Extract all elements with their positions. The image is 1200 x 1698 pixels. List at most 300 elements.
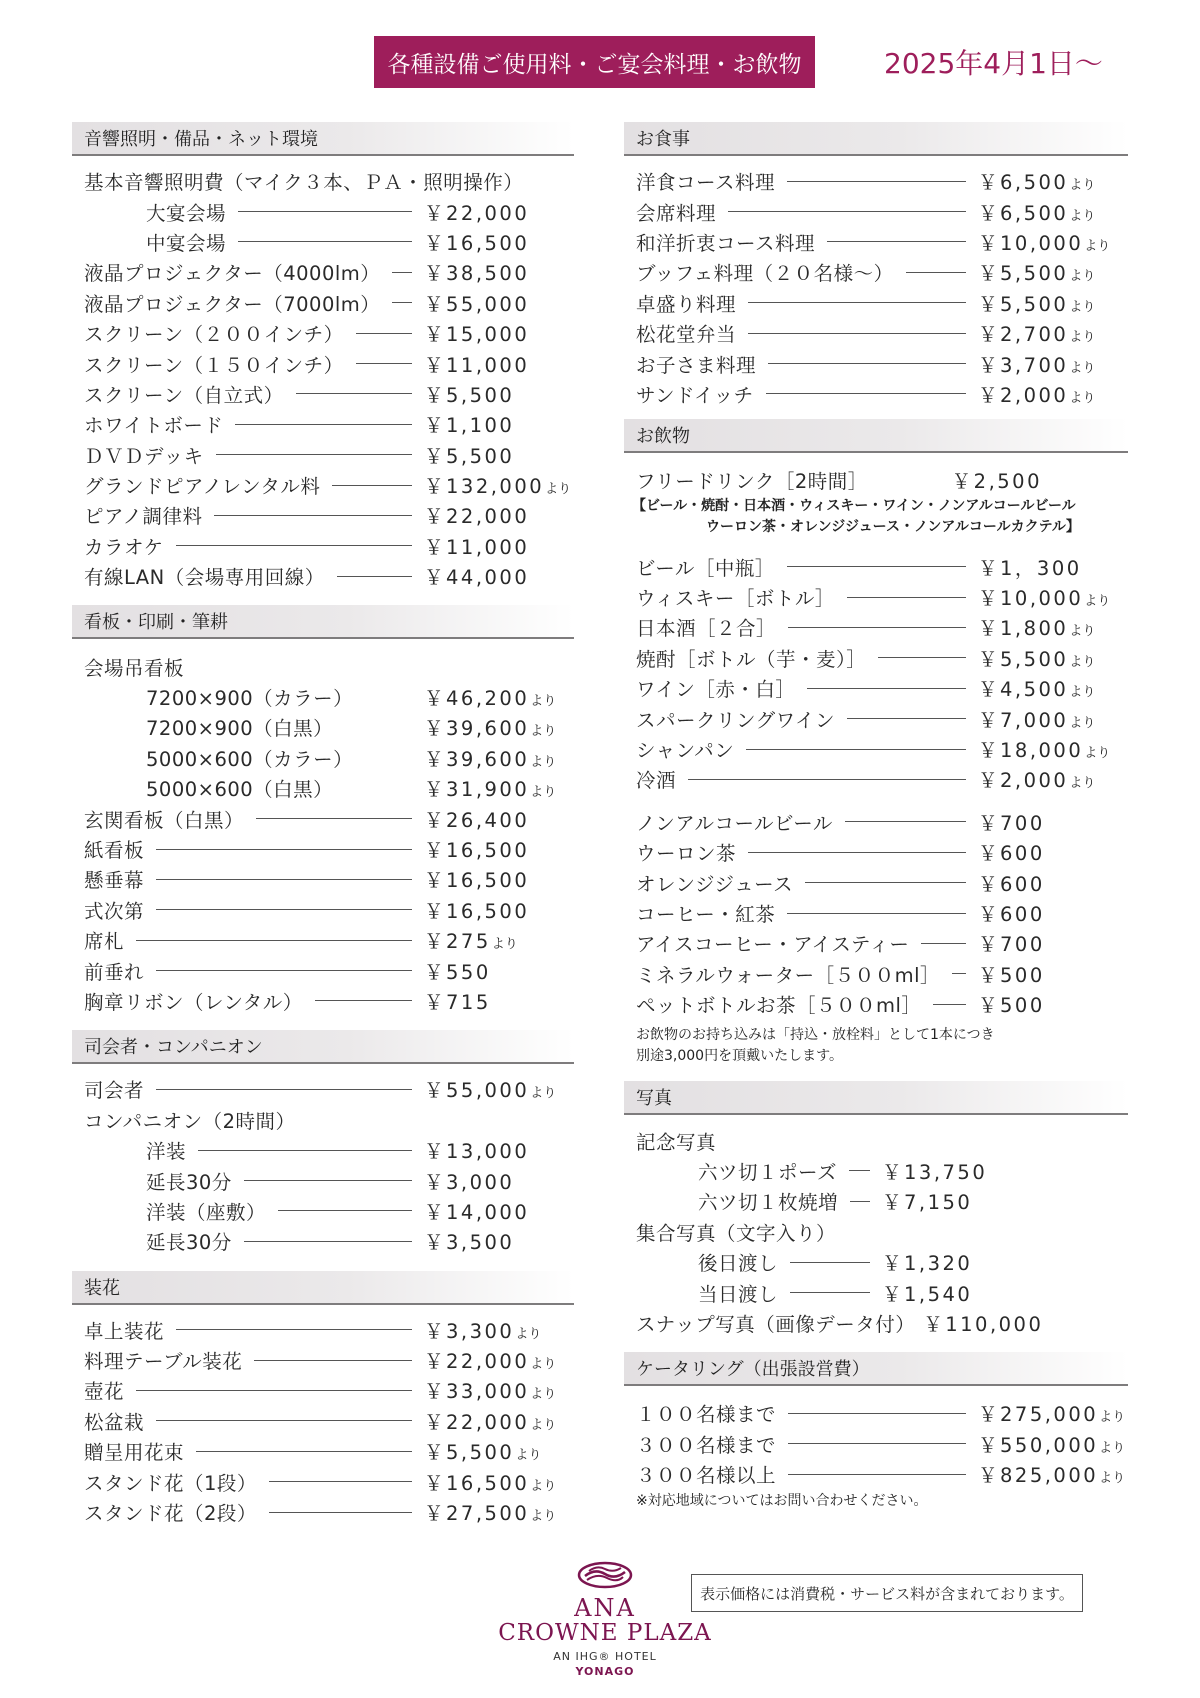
item-label: 7200×900（白黒） [146,717,334,741]
item-price: ￥31,900より [424,778,557,802]
leader-line [788,627,966,628]
item-label: ブッフェ料理（２０名様～） [636,262,894,286]
leader-line [332,485,412,486]
item-price: ￥16,500 [424,899,530,923]
price-row [84,1315,574,1345]
item-label: カラオケ [84,535,164,559]
leader-line [269,1512,412,1513]
item-price: ￥13,000 [424,1140,530,1164]
price-suffix: より [1084,746,1111,762]
item-price: ￥10,000より [978,587,1111,611]
price-row [84,1466,574,1496]
leader-line [356,363,412,364]
item-price: ￥2,000より [978,383,1096,407]
leader-line [156,1089,412,1090]
price-row [636,582,1128,612]
price-row [636,288,1128,318]
item-price: ￥2,000より [978,769,1096,793]
item-price: ￥46,200より [424,687,557,711]
price-suffix: より [1099,1471,1126,1487]
leader-line [748,852,966,853]
logo-line-crowne-plaza: CROWNE PLAZA [498,1620,712,1646]
item-price: ￥22,000より [424,1410,557,1434]
item-price: ￥7,000より [978,708,1096,732]
price-row [636,1186,1128,1216]
price-row [84,257,574,287]
item-label: 7200×900（カラー） [146,687,354,711]
item-price: ￥500 [978,994,1045,1018]
item-price: ￥3,500 [424,1231,515,1255]
price-suffix: より [1084,238,1111,254]
item-label: スタンド花（1段） [84,1471,257,1495]
leader-line [845,821,966,822]
catering-note: ※対応地域についてはお問い合わせください。 [636,1493,928,1510]
price-row [636,643,1128,673]
price-suffix: より [1069,330,1096,346]
leader-line [392,272,412,273]
price-suffix: より [1069,299,1096,315]
item-price: ￥39,600より [424,747,557,771]
item-price: ￥825,000より [978,1464,1126,1488]
price-suffix: より [530,1509,557,1525]
item-label: 六ツ切１ポーズ [698,1160,838,1184]
free-drink-note-2: ウーロン茶・オレンジジュース・ノンアルコールカクテル】 [706,518,1080,535]
section-food [624,122,1128,409]
price-row [84,379,574,409]
item-price: ￥22,000 [424,505,530,529]
price-row [84,227,574,257]
leader-line [156,849,412,850]
leader-line [136,1390,412,1391]
item-label: 焼酎［ボトル（芋・麦）］ [636,647,867,671]
item-label: 六ツ切１枚焼増 [698,1191,839,1215]
item-label: 液晶プロジェクター（4000lm） [84,262,381,286]
price-suffix: より [530,1387,557,1403]
price-suffix: より [1069,715,1096,731]
price-row [84,986,574,1016]
section-mc [72,1030,574,1256]
leader-line [392,302,412,303]
leader-line [748,302,966,303]
item-label: ペットボトルお茶［５００ml］ [636,994,922,1018]
item-price: ￥16,500 [424,231,530,255]
item-label: 延長30分 [146,1231,232,1255]
item-price: ￥550 [424,960,491,984]
price-row [636,348,1128,378]
price-row [636,612,1128,642]
item-label: 玄関看板（白黒） [84,808,245,832]
price-row [636,1398,1128,1428]
left-column [72,122,574,1527]
item-label: 和洋折衷コース料理 [636,231,816,255]
leader-line [176,1329,412,1330]
price-row [84,864,574,894]
price-suffix: より [491,937,518,953]
price-suffix: より [1069,360,1096,376]
leader-line [296,393,412,394]
item-label: スタンド花（2段） [84,1502,257,1526]
item-price: ￥33,000より [424,1380,557,1404]
price-row [636,898,1128,928]
price-row [636,379,1128,409]
price-row [636,734,1128,764]
leader-line [878,657,966,658]
item-price: ￥1,100 [424,414,515,438]
right-column [624,122,1128,1512]
item-price: ￥11,000 [424,535,530,559]
item-label: 有線LAN（会場専用回線） [84,566,325,590]
page-title: 各種設備ご使用料・ご宴会料理・お飲物 [374,36,815,88]
leader-line [746,749,966,750]
item-price: ￥600 [978,842,1045,866]
price-row [84,1226,574,1256]
price-suffix: より [530,785,557,801]
intro-line: コンパニオン（2時間） [84,1109,296,1133]
item-label: スクリーン（自立式） [84,383,284,407]
leader-line [850,1201,870,1202]
bring-in-note-2: 別途3,000円を頂戴いたします。 [636,1048,843,1065]
leader-line [849,1170,870,1171]
leader-line [790,1262,870,1263]
item-price: ￥3,000 [424,1170,515,1194]
item-label: 贈呈用花束 [84,1441,185,1465]
intro-line: 基本音響照明費（マイク３本、ＰＡ・照明操作） [84,171,524,195]
leader-line [254,1360,412,1361]
leader-line [256,818,412,819]
price-suffix: より [1069,178,1096,194]
item-price: ￥5,500より [978,262,1096,286]
price-row [636,318,1128,348]
item-price: ￥55,000 [424,292,530,316]
section-heading: ケータリング（出張設営費） [624,1352,1128,1386]
item-price: ￥600 [978,903,1045,926]
logo-line-yonago: YONAGO [575,1665,635,1678]
item-price: ￥6,500より [978,171,1096,195]
item-label: ノンアルコールビール [636,811,833,835]
price-suffix: より [1069,654,1096,670]
snapshot-row: スナップ写真（画像データ付） ￥110,000 [636,1312,1044,1336]
section-heading: 司会者・コンパニオン [72,1030,574,1064]
leader-line [847,718,966,719]
section-heading: 音響照明・備品・ネット環境 [72,122,574,156]
item-price: ￥38,500 [424,262,530,286]
section-heading: 写真 [624,1081,1128,1115]
leader-line [847,597,966,598]
price-row [84,925,574,955]
section-heading: お飲物 [624,419,1128,453]
price-row [84,288,574,318]
item-price: ￥44,000 [424,566,530,590]
item-price: ￥16,500より [424,1471,557,1495]
leader-line [921,943,966,944]
item-label: 当日渡し [698,1282,779,1306]
item-label: 5000×600（カラー） [146,747,354,771]
price-row [636,166,1128,196]
item-price: ￥715 [424,990,491,1014]
price-row [84,470,574,500]
item-label: 壺花 [84,1380,125,1404]
price-row [84,318,574,348]
leader-line [356,333,412,334]
item-label: 料理テーブル装花 [84,1350,243,1374]
price-row [84,531,574,561]
item-label: コーヒー・紅茶 [636,903,776,926]
item-price: ￥6,500より [978,201,1096,225]
leader-line [136,940,412,941]
price-row [84,1165,574,1195]
price-row [84,348,574,378]
leader-line [805,882,966,883]
price-suffix: より [515,1326,542,1342]
item-label: 式次第 [84,899,145,923]
item-label: スクリーン（１５０インチ） [84,353,344,377]
item-price: ￥275より [424,930,518,954]
item-price: ￥39,600より [424,717,557,741]
section-heading: お食事 [624,122,1128,156]
leader-line [788,1443,966,1444]
price-row [636,703,1128,733]
price-suffix: より [530,694,557,710]
item-label: 前垂れ [84,960,145,984]
price-suffix: より [530,1417,557,1433]
item-price: ￥275,000より [978,1403,1126,1427]
leader-line [827,241,966,242]
price-row [84,1196,574,1226]
free-drink-row: フリードリンク［2時間］ ￥2,500 [636,470,1042,494]
leader-line [269,1481,412,1482]
item-label: ウーロン茶 [636,842,737,866]
item-label: お子さま料理 [636,353,757,377]
leader-line [337,576,412,577]
price-suffix: より [530,1357,557,1373]
price-row [84,409,574,439]
tax-notice: 表示価格には消費税・サービス料が含まれております。 [691,1574,1083,1612]
item-label: ＤＶＤデッキ [84,444,204,468]
price-row [84,1436,574,1466]
price-row [84,1375,574,1405]
item-label: ピアノ調律料 [84,505,203,529]
logo-line-ana: ANA [574,1594,636,1622]
price-suffix: より [1069,624,1096,640]
leader-line [216,454,412,455]
item-label: 司会者 [84,1079,145,1103]
leader-line [198,1150,412,1151]
item-label: 卓上装花 [84,1319,165,1343]
item-price: ￥1,800より [978,617,1096,641]
price-row [84,743,574,773]
leader-line [278,1210,412,1211]
leader-line [906,272,966,273]
item-label: シャンパン [636,739,735,763]
item-price: ￥1，300 [978,556,1082,580]
price-row [636,764,1128,794]
price-row [636,227,1128,257]
leader-line [244,1241,412,1242]
price-suffix: より [545,482,572,498]
item-price: ￥2,700より [978,323,1096,347]
price-row [636,673,1128,703]
price-row [84,500,574,530]
item-label: スクリーン（２００インチ） [84,323,344,347]
leader-line [728,211,966,212]
price-row [636,1429,1128,1459]
leader-line [787,913,966,914]
leader-line [807,688,966,689]
item-label: アイスコーヒー・アイスティー [636,933,910,957]
price-row [636,552,1128,582]
price-row [84,1345,574,1375]
price-row [84,440,574,470]
item-label: 懸垂幕 [84,869,145,893]
leader-line [790,1292,870,1293]
item-price: ￥132,000より [424,475,572,499]
leader-line [787,181,966,182]
price-row [636,989,1128,1019]
section-signage [72,605,574,1016]
section-heading: 装花 [72,1271,574,1305]
section-flowers [72,1271,574,1528]
price-row [84,834,574,864]
item-label: 5000×600（白黒） [146,778,334,802]
price-row [636,867,1128,897]
leader-line [238,241,412,242]
item-price: ￥550,000より [978,1433,1126,1457]
price-suffix: より [1069,269,1096,285]
price-row [636,257,1128,287]
leader-line [748,333,966,334]
price-row [636,807,1128,837]
item-label: 後日渡し [698,1252,779,1276]
price-row [636,837,1128,867]
price-suffix: より [530,724,557,740]
price-row [84,803,574,833]
item-label: グランドピアノレンタル料 [84,475,321,499]
item-price: ￥3,700より [978,353,1096,377]
leader-line [768,363,966,364]
item-label: 洋食コース料理 [636,171,776,195]
price-suffix: より [1069,776,1096,792]
leader-line [235,424,412,425]
item-price: ￥18,000より [978,739,1111,763]
leader-line [933,1004,966,1005]
price-suffix: より [1099,1440,1126,1456]
item-label: 大宴会場 [146,201,227,225]
logo-line-ihg: AN IHG® HOTEL [553,1650,657,1663]
item-price: ￥11,000 [424,353,530,377]
item-price: ￥5,500より [978,292,1096,316]
item-label: 洋装 [146,1140,187,1164]
item-label: ３００名様まで [636,1433,777,1457]
bring-in-note-1: お飲物のお持ち込みは「持込・放栓料」として1本につき [636,1027,995,1044]
item-price: ￥7,150 [882,1191,973,1215]
price-row [84,196,574,226]
price-row [636,959,1128,989]
hotel-logo [495,1560,715,1678]
item-label: 液晶プロジェクター（7000lm） [84,292,381,316]
item-price: ￥22,000より [424,1350,557,1374]
item-label: 中宴会場 [146,231,227,255]
leader-line [788,1474,966,1475]
leader-line [156,970,412,971]
leader-line [156,909,412,910]
intro-line: 会場吊看板 [84,656,185,680]
leader-line [214,515,412,516]
price-suffix: より [515,1448,542,1464]
item-price: ￥5,500より [978,647,1096,671]
item-label: 紙看板 [84,839,145,862]
item-price: ￥1,320 [882,1252,973,1276]
item-price: ￥700 [978,933,1045,957]
leader-line [766,393,966,394]
item-label: 延長30分 [146,1170,232,1194]
item-price: ￥55,000より [424,1079,557,1103]
item-price: ￥26,400 [424,808,530,832]
item-price: ￥22,000 [424,201,530,225]
price-row [636,1459,1128,1489]
effective-date: 2025年4月1日～ [884,47,1103,80]
section-catering [624,1352,1128,1512]
leader-line [156,1420,412,1421]
item-label: ウィスキー［ボトル］ [636,587,835,611]
price-row [84,1074,574,1104]
leader-line [315,1000,412,1001]
item-price: ￥10,000より [978,231,1111,255]
item-label: 会席料理 [636,201,717,225]
item-label: １００名様まで [636,1403,777,1427]
price-row [636,1277,1128,1307]
leader-line [196,1451,412,1452]
price-row [636,196,1128,226]
item-price: ￥14,000 [424,1200,530,1224]
price-row [84,682,574,712]
item-label: スパークリングワイン [636,708,836,732]
price-row [84,1497,574,1527]
item-label: ビール［中瓶］ [636,556,775,580]
item-price: ￥1,540 [882,1282,973,1306]
item-price: ￥3,300より [424,1319,542,1343]
leader-line [244,1180,412,1181]
item-price: ￥13,750 [882,1160,988,1184]
item-price: ￥27,500より [424,1502,557,1526]
item-label: 洋装（座敷） [146,1200,267,1224]
intro-line: 記念写真 [636,1130,717,1154]
item-price: ￥4,500より [978,678,1096,702]
price-suffix: より [1069,685,1096,701]
leader-line [952,973,966,974]
item-price: ￥16,500 [424,869,530,893]
price-row [84,773,574,803]
leader-line [156,879,412,880]
item-label: 松花堂弁当 [636,323,737,347]
item-label: ホワイトボード [84,414,224,438]
item-price: ￥5,500より [424,1441,542,1465]
item-label: サンドイッチ [636,383,754,407]
leader-line [238,211,412,212]
price-row [84,895,574,925]
item-label: 冷酒 [636,769,677,793]
item-label: 日本酒［２合］ [636,617,777,641]
item-label: 卓盛り料理 [636,292,737,316]
item-label: 席札 [84,930,125,954]
leader-line [176,545,412,546]
price-row [84,712,574,742]
item-label: ３００名様以上 [636,1464,777,1488]
item-price: ￥700 [978,811,1045,835]
ana-crowne-plaza-logo-icon [575,1560,635,1590]
item-label: 胸章リボン（レンタル） [84,990,303,1014]
item-price: ￥16,500 [424,839,530,862]
price-suffix: より [1069,208,1096,224]
